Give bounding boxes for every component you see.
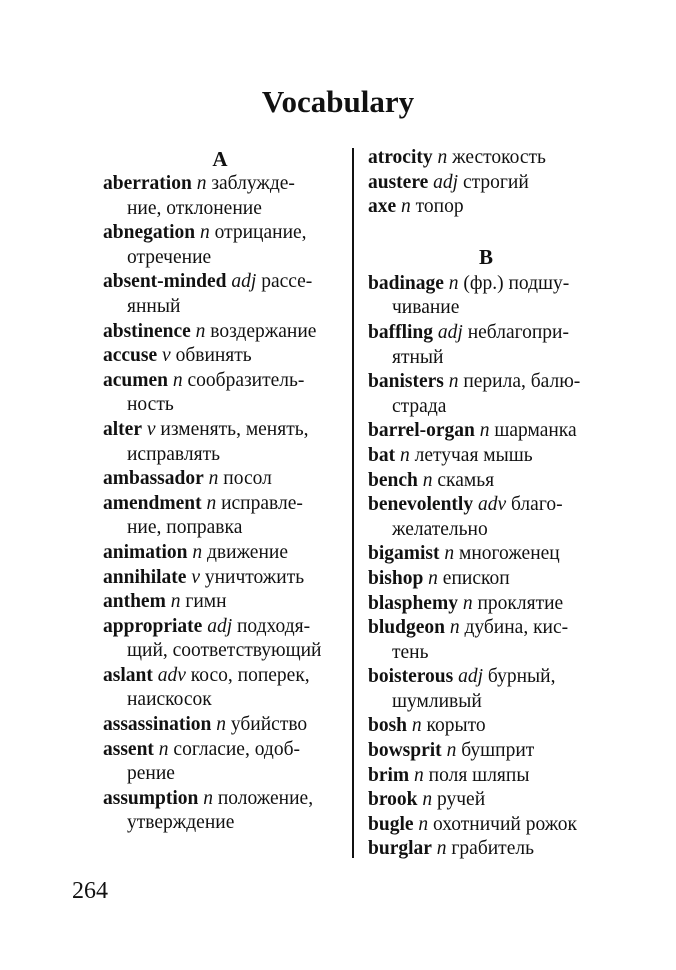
- vocab-entry: [103, 541, 337, 566]
- entry-translation-continued: рение: [127, 763, 175, 785]
- entry-translation-continued: страда: [392, 395, 447, 417]
- vocab-entry: [103, 221, 337, 270]
- entry-translation: согласие, одоб-: [173, 738, 300, 760]
- right-entry-list-top: [368, 146, 604, 220]
- entry-translation: проклятие: [477, 592, 564, 614]
- entry-part-of-speech: n: [479, 420, 490, 442]
- vocab-entry: [368, 837, 604, 862]
- entry-translation-continued: исправлять: [127, 443, 220, 465]
- entry-part-of-speech: n: [448, 272, 459, 294]
- entry-translation: бушприт: [461, 740, 535, 762]
- entry-translation: убийство: [230, 714, 308, 736]
- vocab-entry: [368, 764, 604, 789]
- vocab-entry: [368, 542, 604, 567]
- entry-translation-continued: утверждение: [127, 812, 235, 834]
- entry-part-of-speech: n: [216, 714, 226, 736]
- entry-translation-continued: ние, отклонение: [127, 197, 262, 219]
- vocab-entry: [103, 270, 337, 319]
- vocab-entry: [368, 493, 604, 542]
- vocab-entry: [368, 714, 604, 739]
- vocab-entry: [368, 171, 604, 196]
- entry-translation: охотничий рожок: [433, 813, 577, 835]
- entry-headword: boisterous: [368, 666, 454, 688]
- entry-part-of-speech: n: [170, 591, 181, 613]
- entry-part-of-speech: n: [436, 838, 447, 860]
- section-letter-b: B: [478, 244, 493, 269]
- entry-headword: brook: [368, 789, 418, 811]
- entry-part-of-speech: n: [448, 371, 459, 393]
- entry-headword: burglar: [368, 838, 432, 860]
- entry-translation: уничтожить: [204, 566, 305, 588]
- entry-part-of-speech: n: [422, 789, 433, 811]
- entry-part-of-speech: v: [162, 345, 171, 367]
- entry-part-of-speech: v: [191, 566, 200, 588]
- vocab-entry: [368, 272, 604, 321]
- entry-headword: aslant: [103, 664, 153, 686]
- vocab-entry: [103, 566, 337, 591]
- vocab-entry: [103, 787, 337, 836]
- vocab-entry: [103, 418, 337, 467]
- entry-headword: blasphemy: [368, 592, 458, 614]
- entry-translation: исправле-: [221, 492, 303, 514]
- vocab-entry: [103, 492, 337, 541]
- vocab-entry: [103, 615, 337, 664]
- entry-part-of-speech: adv: [157, 664, 186, 686]
- entry-translation-continued: отречение: [127, 246, 212, 268]
- entry-translation: топор: [415, 196, 464, 218]
- column-divider: [352, 148, 354, 858]
- entry-translation: благо-: [511, 494, 563, 516]
- entry-translation: скамья: [437, 469, 495, 491]
- page-title: Vocabulary: [261, 84, 415, 119]
- entry-translation-continued: шумливый: [392, 690, 482, 712]
- entry-translation: изменять, менять,: [160, 418, 309, 440]
- entry-translation: корыто: [426, 715, 486, 737]
- entry-translation: гимн: [185, 591, 227, 613]
- vocab-entry: [368, 592, 604, 617]
- entry-headword: amendment: [103, 492, 202, 514]
- entry-headword: bigamist: [368, 543, 440, 565]
- vocab-entry: [103, 738, 337, 787]
- entry-part-of-speech: n: [422, 469, 433, 491]
- vocab-entry: [103, 467, 337, 492]
- entry-translation: обвинять: [175, 345, 252, 367]
- entry-part-of-speech: n: [206, 492, 217, 514]
- entry-headword: benevolently: [368, 494, 474, 516]
- entry-translation: шарманка: [494, 420, 577, 442]
- page-number: 264: [72, 878, 108, 904]
- vocab-entry: [103, 713, 337, 738]
- entry-translation: заблужде-: [211, 173, 295, 194]
- entry-headword: bosh: [368, 715, 408, 737]
- entry-part-of-speech: n: [203, 787, 213, 809]
- vocab-entry: [103, 369, 337, 418]
- entry-part-of-speech: n: [449, 617, 460, 639]
- entry-translation: движение: [207, 541, 288, 563]
- entry-translation-continued: желательно: [392, 518, 488, 540]
- entry-headword: assent: [103, 738, 154, 760]
- entry-part-of-speech: adj: [433, 171, 459, 193]
- entry-part-of-speech: n: [399, 444, 410, 466]
- entry-translation: летучая мышь: [414, 444, 533, 466]
- entry-headword: ambassador: [103, 468, 204, 490]
- entry-translation: (фр.) подшу-: [463, 272, 570, 294]
- entry-headword: axe: [368, 196, 397, 218]
- entry-part-of-speech: n: [195, 320, 206, 342]
- vocab-entry: [368, 469, 604, 494]
- vocab-entry: [103, 344, 337, 369]
- entry-translation: сообразитель-: [187, 369, 305, 391]
- entry-part-of-speech: n: [428, 567, 438, 589]
- entry-headword: barrel-organ: [368, 420, 475, 442]
- entry-headword: bench: [368, 469, 418, 491]
- entry-translation: строгий: [462, 171, 529, 193]
- entry-translation: подходя-: [236, 615, 311, 637]
- entry-part-of-speech: n: [401, 196, 411, 218]
- entry-part-of-speech: n: [208, 468, 219, 490]
- entry-part-of-speech: adj: [207, 615, 233, 637]
- entry-headword: alter: [103, 418, 142, 440]
- entry-part-of-speech: adv: [477, 494, 507, 516]
- entry-headword: brim: [368, 764, 410, 786]
- right-entry-list: [368, 272, 604, 862]
- vocab-entry: [368, 370, 604, 419]
- entry-headword: appropriate: [103, 615, 203, 637]
- entry-translation-continued: щий, соответствующий: [127, 640, 322, 662]
- vocab-entry: [368, 616, 604, 665]
- vocab-entry: [103, 320, 337, 345]
- entry-part-of-speech: n: [411, 715, 422, 737]
- entry-headword: assumption: [103, 787, 199, 809]
- entry-headword: bishop: [368, 567, 424, 589]
- entry-part-of-speech: n: [437, 147, 448, 168]
- vocab-entry: [368, 419, 604, 444]
- vocab-entry: [368, 567, 604, 592]
- entry-translation-continued: ность: [127, 394, 174, 416]
- entry-headword: absent-minded: [103, 271, 227, 293]
- vocab-entry: [368, 665, 604, 714]
- entry-translation: поля шляпы: [428, 764, 530, 786]
- entry-headword: annihilate: [103, 566, 187, 588]
- vocab-entry: [368, 146, 604, 171]
- entry-translation: ручей: [437, 789, 486, 811]
- entry-part-of-speech: adj: [231, 271, 257, 293]
- vocab-entry: [103, 172, 337, 221]
- entry-translation: косо, поперек,: [190, 664, 310, 686]
- entry-translation-continued: тень: [392, 641, 429, 663]
- entry-part-of-speech: n: [446, 740, 457, 762]
- entry-translation-continued: наискосок: [127, 689, 212, 711]
- entry-headword: accuse: [103, 345, 158, 367]
- section-letter-a: A: [212, 147, 228, 171]
- entry-headword: aberration: [103, 173, 192, 194]
- vocab-entry: [368, 195, 604, 220]
- entry-translation: рассе-: [261, 271, 313, 293]
- entry-translation-continued: ние, поправка: [127, 517, 243, 539]
- entry-translation: перила, балю-: [463, 371, 581, 393]
- entry-part-of-speech: n: [414, 764, 424, 786]
- entry-translation-continued: чивание: [392, 297, 460, 319]
- entry-part-of-speech: adj: [437, 321, 463, 343]
- entry-headword: banisters: [368, 371, 444, 393]
- entry-part-of-speech: n: [199, 222, 210, 244]
- vocab-entry: [103, 590, 337, 615]
- entry-part-of-speech: n: [192, 541, 203, 563]
- entry-translation: воздержание: [210, 320, 317, 342]
- entry-headword: atrocity: [368, 147, 433, 168]
- left-entry-list: [103, 172, 337, 836]
- entry-part-of-speech: n: [418, 813, 429, 835]
- entry-headword: abstinence: [103, 320, 191, 342]
- entry-part-of-speech: v: [146, 418, 156, 440]
- entry-part-of-speech: n: [444, 543, 455, 565]
- entry-translation: дубина, кис-: [464, 617, 569, 639]
- entry-translation: многоженец: [459, 543, 560, 565]
- entry-headword: bugle: [368, 813, 414, 835]
- entry-headword: baffling: [368, 321, 434, 343]
- vocab-entry: [368, 321, 604, 370]
- entry-translation-continued: ятный: [392, 346, 444, 368]
- entry-headword: acumen: [103, 369, 168, 391]
- entry-translation: епископ: [442, 567, 510, 589]
- entry-headword: anthem: [103, 591, 166, 613]
- entry-headword: bat: [368, 444, 396, 466]
- entry-translation: посол: [223, 468, 272, 490]
- entry-translation: жестокость: [452, 147, 546, 168]
- vocab-entry: [368, 444, 604, 469]
- entry-headword: abnegation: [103, 222, 196, 244]
- right-column: [368, 146, 604, 862]
- entry-headword: animation: [103, 541, 188, 563]
- entry-headword: bowsprit: [368, 740, 442, 762]
- entry-headword: assassination: [103, 714, 212, 736]
- entry-headword: austere: [368, 171, 429, 193]
- entry-part-of-speech: n: [462, 592, 473, 614]
- vocab-entry: [103, 664, 337, 713]
- entry-translation: отрицание,: [214, 222, 307, 244]
- vocab-entry: [368, 739, 604, 764]
- left-column: [103, 146, 337, 836]
- entry-headword: bludgeon: [368, 617, 445, 639]
- vocab-entry: [368, 813, 604, 838]
- entry-translation: грабитель: [451, 838, 534, 860]
- entry-translation: неблагопри-: [467, 321, 569, 343]
- entry-translation: положение,: [217, 787, 314, 809]
- entry-part-of-speech: n: [196, 173, 207, 194]
- vocab-entry: [368, 788, 604, 813]
- entry-translation: бурный,: [487, 666, 556, 688]
- entry-part-of-speech: n: [172, 369, 183, 391]
- entry-headword: badinage: [368, 272, 444, 294]
- entry-translation-continued: янный: [127, 295, 181, 317]
- entry-part-of-speech: n: [158, 738, 169, 760]
- entry-part-of-speech: adj: [458, 666, 484, 688]
